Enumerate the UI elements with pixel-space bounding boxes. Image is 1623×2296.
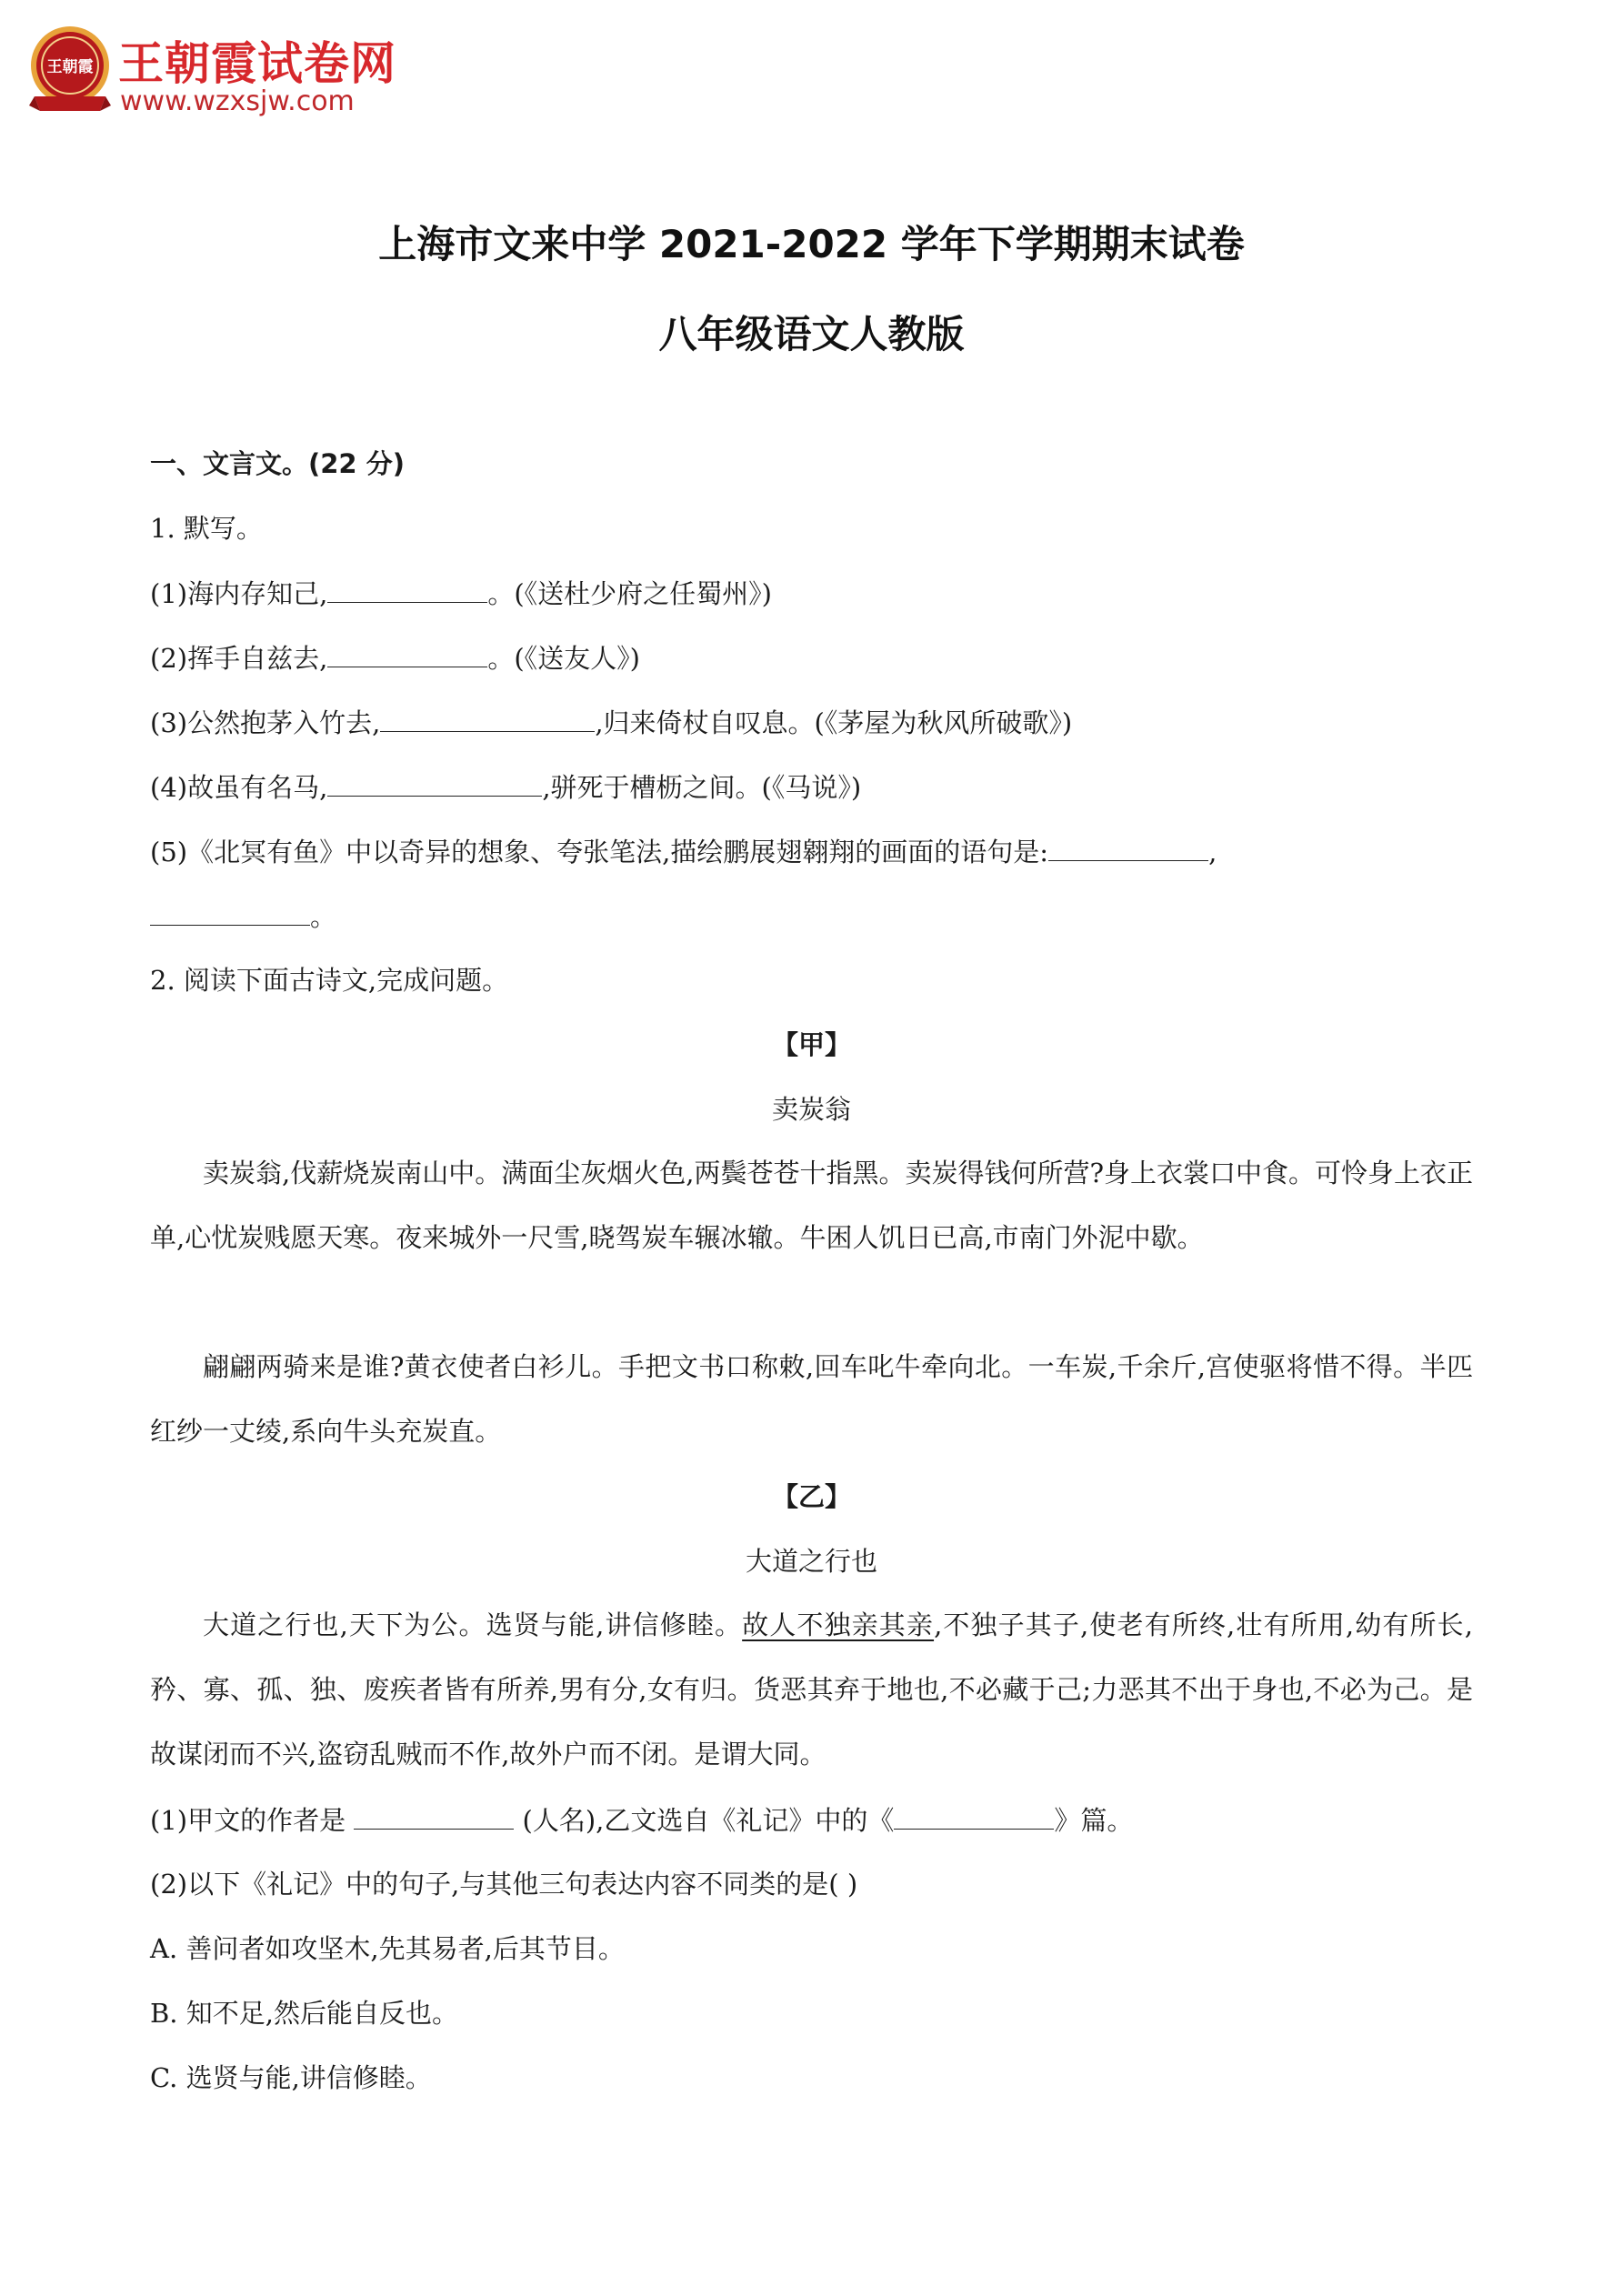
site-logo: [25, 24, 407, 124]
question-1-item-5-cont: [150, 897, 336, 935]
page-subtitle: 八年级语文人教版: [658, 312, 965, 356]
answer-blank[interactable]: [1048, 833, 1208, 861]
question-1-item-2: [150, 639, 640, 677]
item-text: (2)挥手自兹去,: [150, 643, 328, 674]
item-text: 。: [310, 901, 337, 932]
logo-badge-icon: [25, 24, 115, 115]
logo-title: 王朝霞试卷网: [118, 37, 396, 90]
answer-blank[interactable]: [150, 897, 310, 926]
question-1-item-5: [150, 833, 1217, 870]
item-text: 。(《送杜少府之任蜀州》): [487, 578, 772, 609]
answer-blank[interactable]: [327, 768, 542, 797]
answer-blank[interactable]: [327, 575, 487, 603]
section-heading: 一、文言文。(22 分): [150, 448, 405, 479]
option-c[interactable]: C. 选贤与能,讲信修睦。: [150, 2062, 432, 2093]
item-text: ,: [1208, 837, 1217, 867]
item-text: 。(《送友人》): [487, 643, 640, 674]
item-text: (5)《北冥有鱼》中以奇异的想象、夸张笔法,描绘鹏展翅翱翔的画面的语句是:: [150, 837, 1049, 867]
answer-blank[interactable]: [327, 639, 487, 667]
question-2-stem: 2. 阅读下面古诗文,完成问题。: [150, 965, 509, 996]
answer-blank[interactable]: [380, 704, 595, 732]
underlined-sentence: 故人不独亲其亲: [742, 1609, 935, 1640]
question-1-item-4: [150, 768, 861, 806]
sub-text: (人名),乙文选自《礼记》中的《: [522, 1805, 895, 1836]
passage-jia-title: 卖炭翁: [771, 1094, 851, 1125]
chapter-blank[interactable]: [894, 1801, 1054, 1830]
item-text: (3)公然抱茅入竹去,: [150, 707, 381, 738]
author-blank[interactable]: [354, 1801, 514, 1830]
option-a[interactable]: A. 善问者如攻坚木,先其易者,后其节目。: [150, 1933, 625, 1964]
question-1-item-1: [150, 575, 772, 612]
item-text: ,骈死于槽枥之间。(《马说》): [542, 772, 862, 803]
logo-url[interactable]: www.wzxsjw.com: [120, 85, 355, 117]
question-2-sub-2: (2)以下《礼记》中的句子,与其他三句表达内容不同类的是( ): [150, 1869, 858, 1900]
logo-badge-text: 王朝霞: [46, 58, 94, 76]
page-title: 上海市文来中学 2021-2022 学年下学期期末试卷: [378, 222, 1245, 266]
passage-jia-paragraph-1: 卖炭翁,伐薪烧炭南山中。满面尘灰烟火色,两鬓苍苍十指黑。卖炭得钱何所营?身上衣裳口中食。可怜身上衣正单,心忧炭贱愿天寒。夜来城外一尺雪,晓驾炭车辗冰辙。牛困人饥日已高,市南门外泥中歇。: [150, 1158, 1473, 1253]
option-b[interactable]: B. 知不足,然后能自反也。: [150, 1998, 458, 2029]
passage-yi-label: 【乙】: [771, 1481, 851, 1512]
item-text: ,归来倚杖自叹息。(《茅屋为秋风所破歌》): [595, 707, 1073, 738]
passage-jia-paragraph-2: 翩翩两骑来是谁?黄衣使者白衫儿。手把文书口称敕,回车叱牛牵向北。一车炭,千余斤,宫使驱将惜不得。半匹红纱一丈绫,系向牛头充炭直。: [150, 1351, 1473, 1447]
question-1-stem: 1. 默写。: [150, 513, 263, 544]
question-2-sub-1: [150, 1801, 1133, 1839]
passage-yi-paragraph: [150, 1593, 1473, 1787]
passage-text: 大道之行也,天下为公。选贤与能,讲信修睦。: [203, 1609, 743, 1640]
item-text: (4)故虽有名马,: [150, 772, 328, 803]
passage-text: ,不独子其子,使老有所终,壮有所用,幼有所长,矜、寡、孤、独、废疾者皆有所养,男有分,女有归。货恶其弃于地也,不必藏于己;力恶其不出于身也,不必为己。是故谋闭而不兴,盗窃乱贼而不作,故外户而不闭。是谓大同。: [150, 1609, 1473, 1770]
item-text: (1)海内存知己,: [150, 578, 328, 609]
sub-text: (1)甲文的作者是: [150, 1805, 346, 1836]
question-1-item-3: [150, 704, 1072, 741]
passage-yi-title: 大道之行也: [745, 1546, 877, 1577]
passage-jia-label: 【甲】: [771, 1029, 851, 1060]
sub-text: 》篇。: [1054, 1805, 1134, 1836]
